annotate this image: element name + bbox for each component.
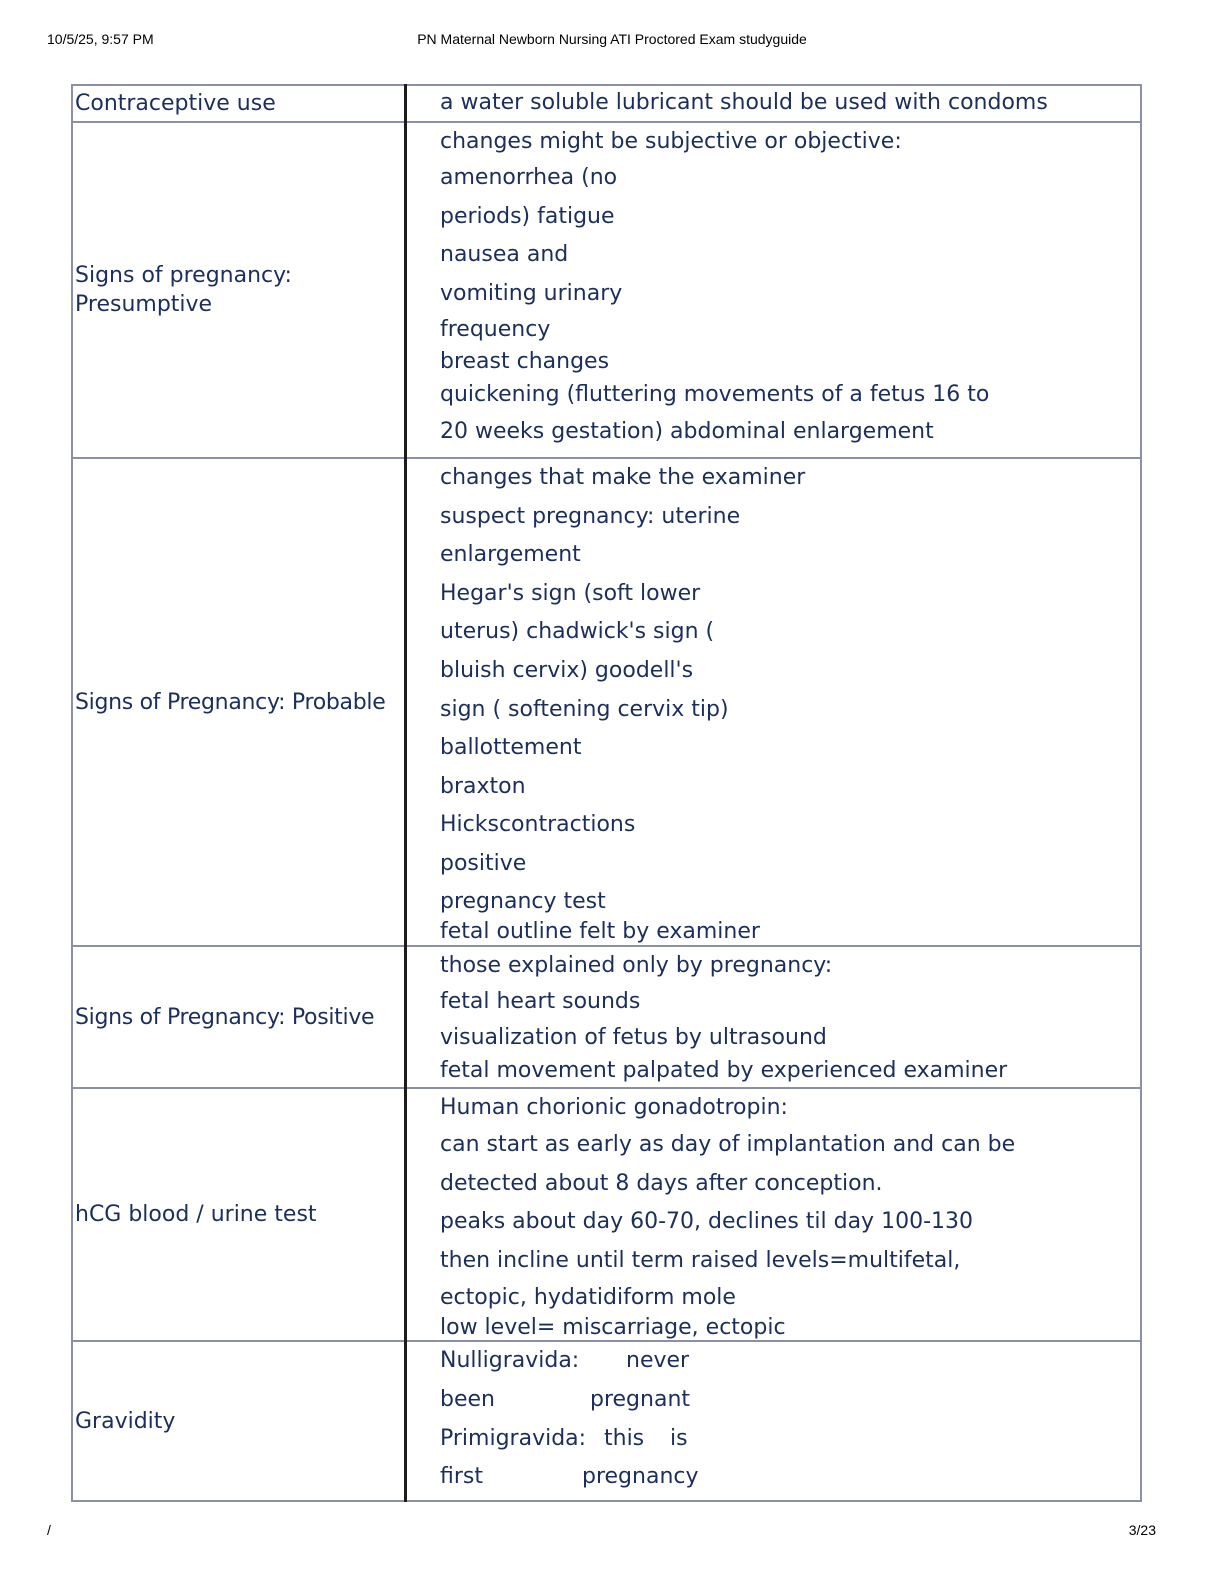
definition-line: ectopic, hydatidiform mole: [440, 1285, 736, 1311]
footer-path: /: [47, 1522, 51, 1538]
definition-line: Hickscontractions: [440, 812, 636, 838]
definition-word: pregnant: [590, 1386, 691, 1412]
term-text: hCG blood / urine test: [75, 1202, 317, 1228]
definition-line: uterus) chadwick's sign (: [440, 619, 715, 645]
definition-line: positive: [440, 850, 527, 876]
definition-line: [440, 1458, 1140, 1497]
term-text: Signs of pregnancy:: [75, 263, 292, 288]
definition-line: bluish cervix) goodell's: [440, 657, 694, 683]
definition-line: suspect pregnancy: uterine: [440, 503, 741, 529]
definition-line: breast changes: [440, 349, 610, 375]
definition-line: amenorrhea (no: [440, 165, 618, 190]
term-cell: [72, 946, 406, 1088]
definition-cell: [406, 122, 1142, 458]
definition-line: [440, 1342, 1140, 1381]
definition-word: never: [626, 1348, 690, 1374]
definition-line: frequency: [440, 317, 551, 343]
definition-line: fetal movement palpated by experienced examiner: [440, 1058, 1008, 1083]
definition-line: low level= miscarriage, ectopic: [440, 1315, 786, 1341]
definition-line: nausea and: [440, 242, 569, 268]
term-text: Gravidity: [75, 1408, 176, 1434]
term-cell: [72, 122, 406, 458]
definition-cell: [406, 1088, 1142, 1341]
definition-line: can start as early as day of implantation and can be: [440, 1132, 1016, 1157]
definition-line: changes that make the examiner: [440, 465, 806, 490]
print-datetime: 10/5/25, 9:57 PM: [47, 31, 154, 47]
definition-line: pregnancy test: [440, 888, 606, 914]
definition-line: [440, 1381, 1140, 1420]
definition-cell: [406, 1341, 1142, 1501]
definition-word: Primigravida:: [440, 1425, 587, 1451]
page-number: 3/23: [1128, 1522, 1156, 1538]
definition-line: visualization of fetus by ultrasound: [440, 1025, 827, 1050]
definition-word: this: [604, 1425, 645, 1451]
definition-word: pregnancy: [582, 1464, 699, 1490]
definition-line: sign ( softening cervix tip): [440, 696, 729, 722]
term-text: Presumptive: [75, 292, 213, 317]
term-cell: [72, 1341, 406, 1501]
term-cell: [72, 1088, 406, 1341]
definition-word: first: [440, 1464, 483, 1490]
term-text: Contraceptive use: [75, 91, 276, 116]
definition-line: ballottement: [440, 735, 582, 761]
table-row: [72, 1341, 1141, 1501]
definition-cell: [406, 85, 1142, 122]
term-cell: [72, 458, 406, 946]
definition-line: braxton: [440, 773, 526, 799]
definition-line: changes might be subjective or objective:: [440, 129, 902, 154]
table-row: [72, 458, 1141, 946]
definition-line: a water soluble lubricant should be used with condoms: [440, 90, 1048, 115]
term-text: Signs of Pregnancy: Probable: [75, 689, 386, 715]
definition-line: [440, 1420, 1140, 1459]
definition-line: then incline until term raised levels=multifetal,: [440, 1247, 961, 1273]
definition-line: vomiting urinary: [440, 280, 623, 306]
definition-line: 20 weeks gestation) abdominal enlargement: [440, 419, 934, 445]
definition-line: periods) fatigue: [440, 203, 615, 229]
definition-cell: [406, 458, 1142, 946]
definition-word: Nulligravida:: [440, 1348, 580, 1374]
table-row: [72, 1088, 1141, 1341]
term-cell: [72, 85, 406, 122]
definition-line: detected about 8 days after conception.: [440, 1170, 883, 1196]
document-title: PN Maternal Newborn Nursing ATI Proctored Exam studyguide: [417, 31, 807, 47]
definition-cell: [406, 946, 1142, 1088]
table-row: [72, 946, 1141, 1088]
table-row: [72, 85, 1141, 122]
definition-line: Human chorionic gonadotropin:: [440, 1095, 788, 1120]
definition-line: peaks about day 60-70, declines til day 100-130: [440, 1209, 973, 1235]
definition-word: is: [670, 1425, 688, 1451]
definition-word: been: [440, 1386, 495, 1412]
definition-line: quickening (fluttering movements of a fetus 16 to: [440, 382, 990, 408]
definition-line: enlargement: [440, 542, 581, 568]
definition-line: those explained only by pregnancy:: [440, 953, 833, 978]
flashcard-table: [71, 84, 1142, 1502]
term-text: Signs of Pregnancy: Positive: [75, 1004, 375, 1030]
definition-line: Hegar's sign (soft lower: [440, 580, 701, 606]
definition-line: fetal outline felt by examiner: [440, 918, 760, 944]
definition-line: fetal heart sounds: [440, 989, 641, 1014]
table-row: [72, 122, 1141, 458]
